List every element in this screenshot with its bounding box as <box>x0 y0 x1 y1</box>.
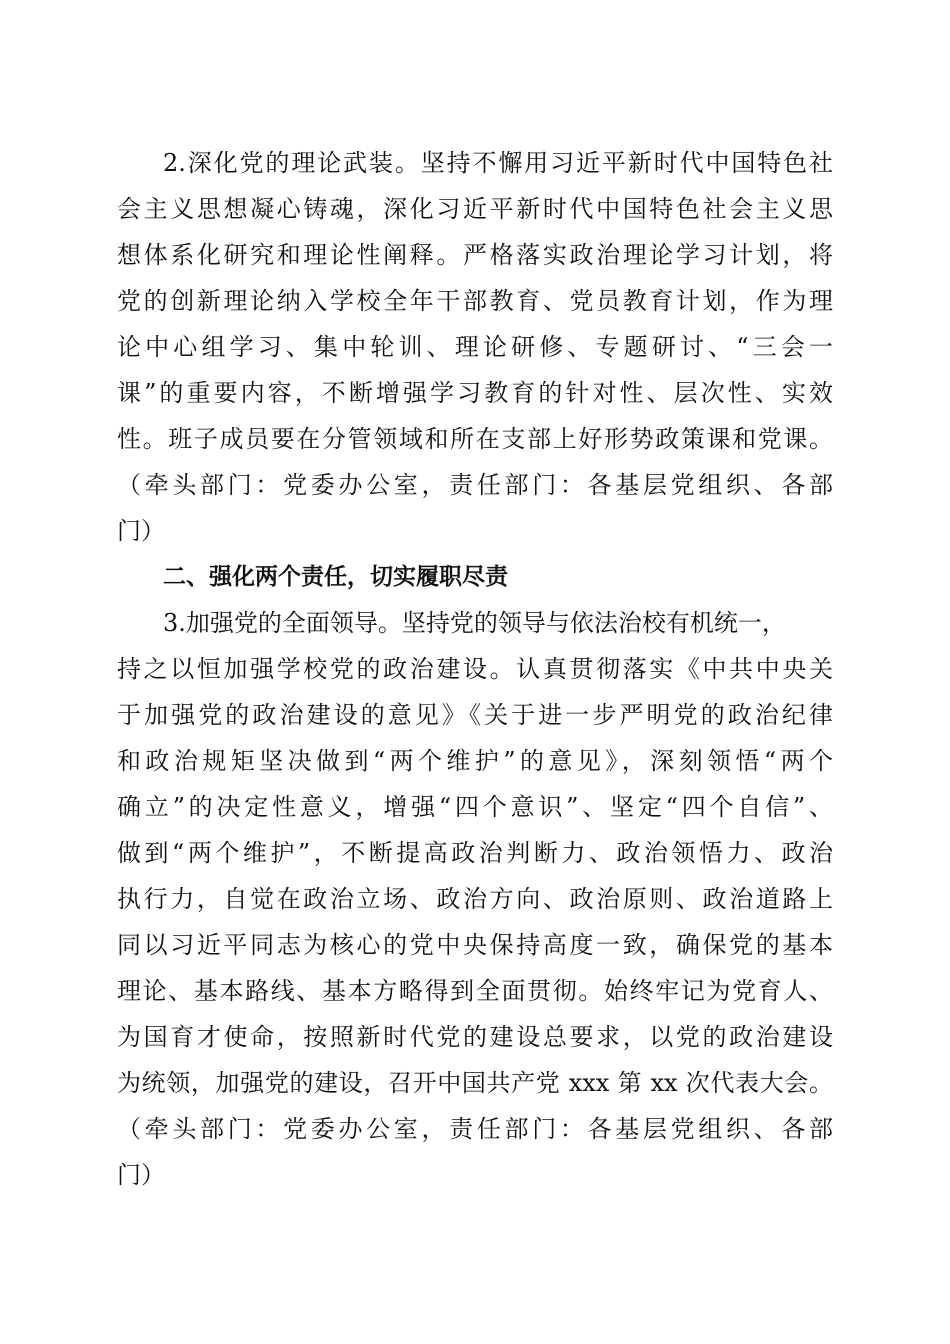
text-line: 门） <box>117 517 165 545</box>
text-line: 课”的重要内容，不断增强学习教育的针对性、层次性、实效 <box>117 379 833 407</box>
text-line: 会主义思想凝心铸魂，深化习近平新时代中国特色社会主义思 <box>117 195 833 223</box>
text-line: 3.加强党的全面领导。坚持党的领导与依法治校有机统一， <box>163 609 786 637</box>
text-line: 理论、基本路线、基本方略得到全面贯彻。始终牢记为党育人、 <box>117 977 833 1005</box>
paragraph-2-deepen-theory <box>117 140 833 554</box>
text-line: 执行力，自觉在政治立场、政治方向、政治原则、政治道路上 <box>117 885 833 913</box>
text-line: 做到“两个维护”，不断提高政治判断力、政治领悟力、政治 <box>117 839 833 867</box>
text-line: 于加强党的政治建设的意见》《关于进一步严明党的政治纪律 <box>117 701 833 729</box>
text-line: 党的创新理论纳入学校全年干部教育、党员教育计划，作为理 <box>117 287 833 315</box>
text-line: 持之以恒加强学校党的政治建设。认真贯彻落实《中共中央关 <box>117 655 833 683</box>
text-line: 同以习近平同志为核心的党中央保持高度一致，确保党的基本 <box>117 931 833 959</box>
text-line: （牵头部门：党委办公室，责任部门：各基层党组织、各部 <box>117 471 833 499</box>
text-line: 为国育才使命，按照新时代党的建设总要求，以党的政治建设 <box>117 1023 833 1051</box>
text-line: （牵头部门：党委办公室，责任部门：各基层党组织、各部 <box>117 1115 833 1143</box>
text-line: 为统领，加强党的建设，召开中国共产党 xxx 第 xx 次代表大会。 <box>117 1069 833 1097</box>
section-heading: 二、强化两个责任，切实履职尽责 <box>163 564 508 590</box>
paragraph-3-party-leadership <box>117 600 833 1198</box>
document-body <box>117 140 833 1198</box>
text-line: 想体系化研究和理论性阐释。严格落实政治理论学习计划，将 <box>117 241 833 269</box>
text-line: 和政治规矩坚决做到“两个维护”的意见》，深刻领悟“两个 <box>117 747 833 775</box>
text-line: 性。班子成员要在分管领域和所在支部上好形势政策课和党课。 <box>117 425 833 453</box>
text-line: 确立”的决定性意义，增强“四个意识”、坚定“四个自信”、 <box>117 793 833 821</box>
text-line: 论中心组学习、集中轮训、理论研修、专题研讨、“三会一 <box>117 333 833 361</box>
text-line: 门） <box>117 1161 165 1189</box>
text-line: 2.深化党的理论武装。坚持不懈用习近平新时代中国特色社 <box>163 149 833 177</box>
